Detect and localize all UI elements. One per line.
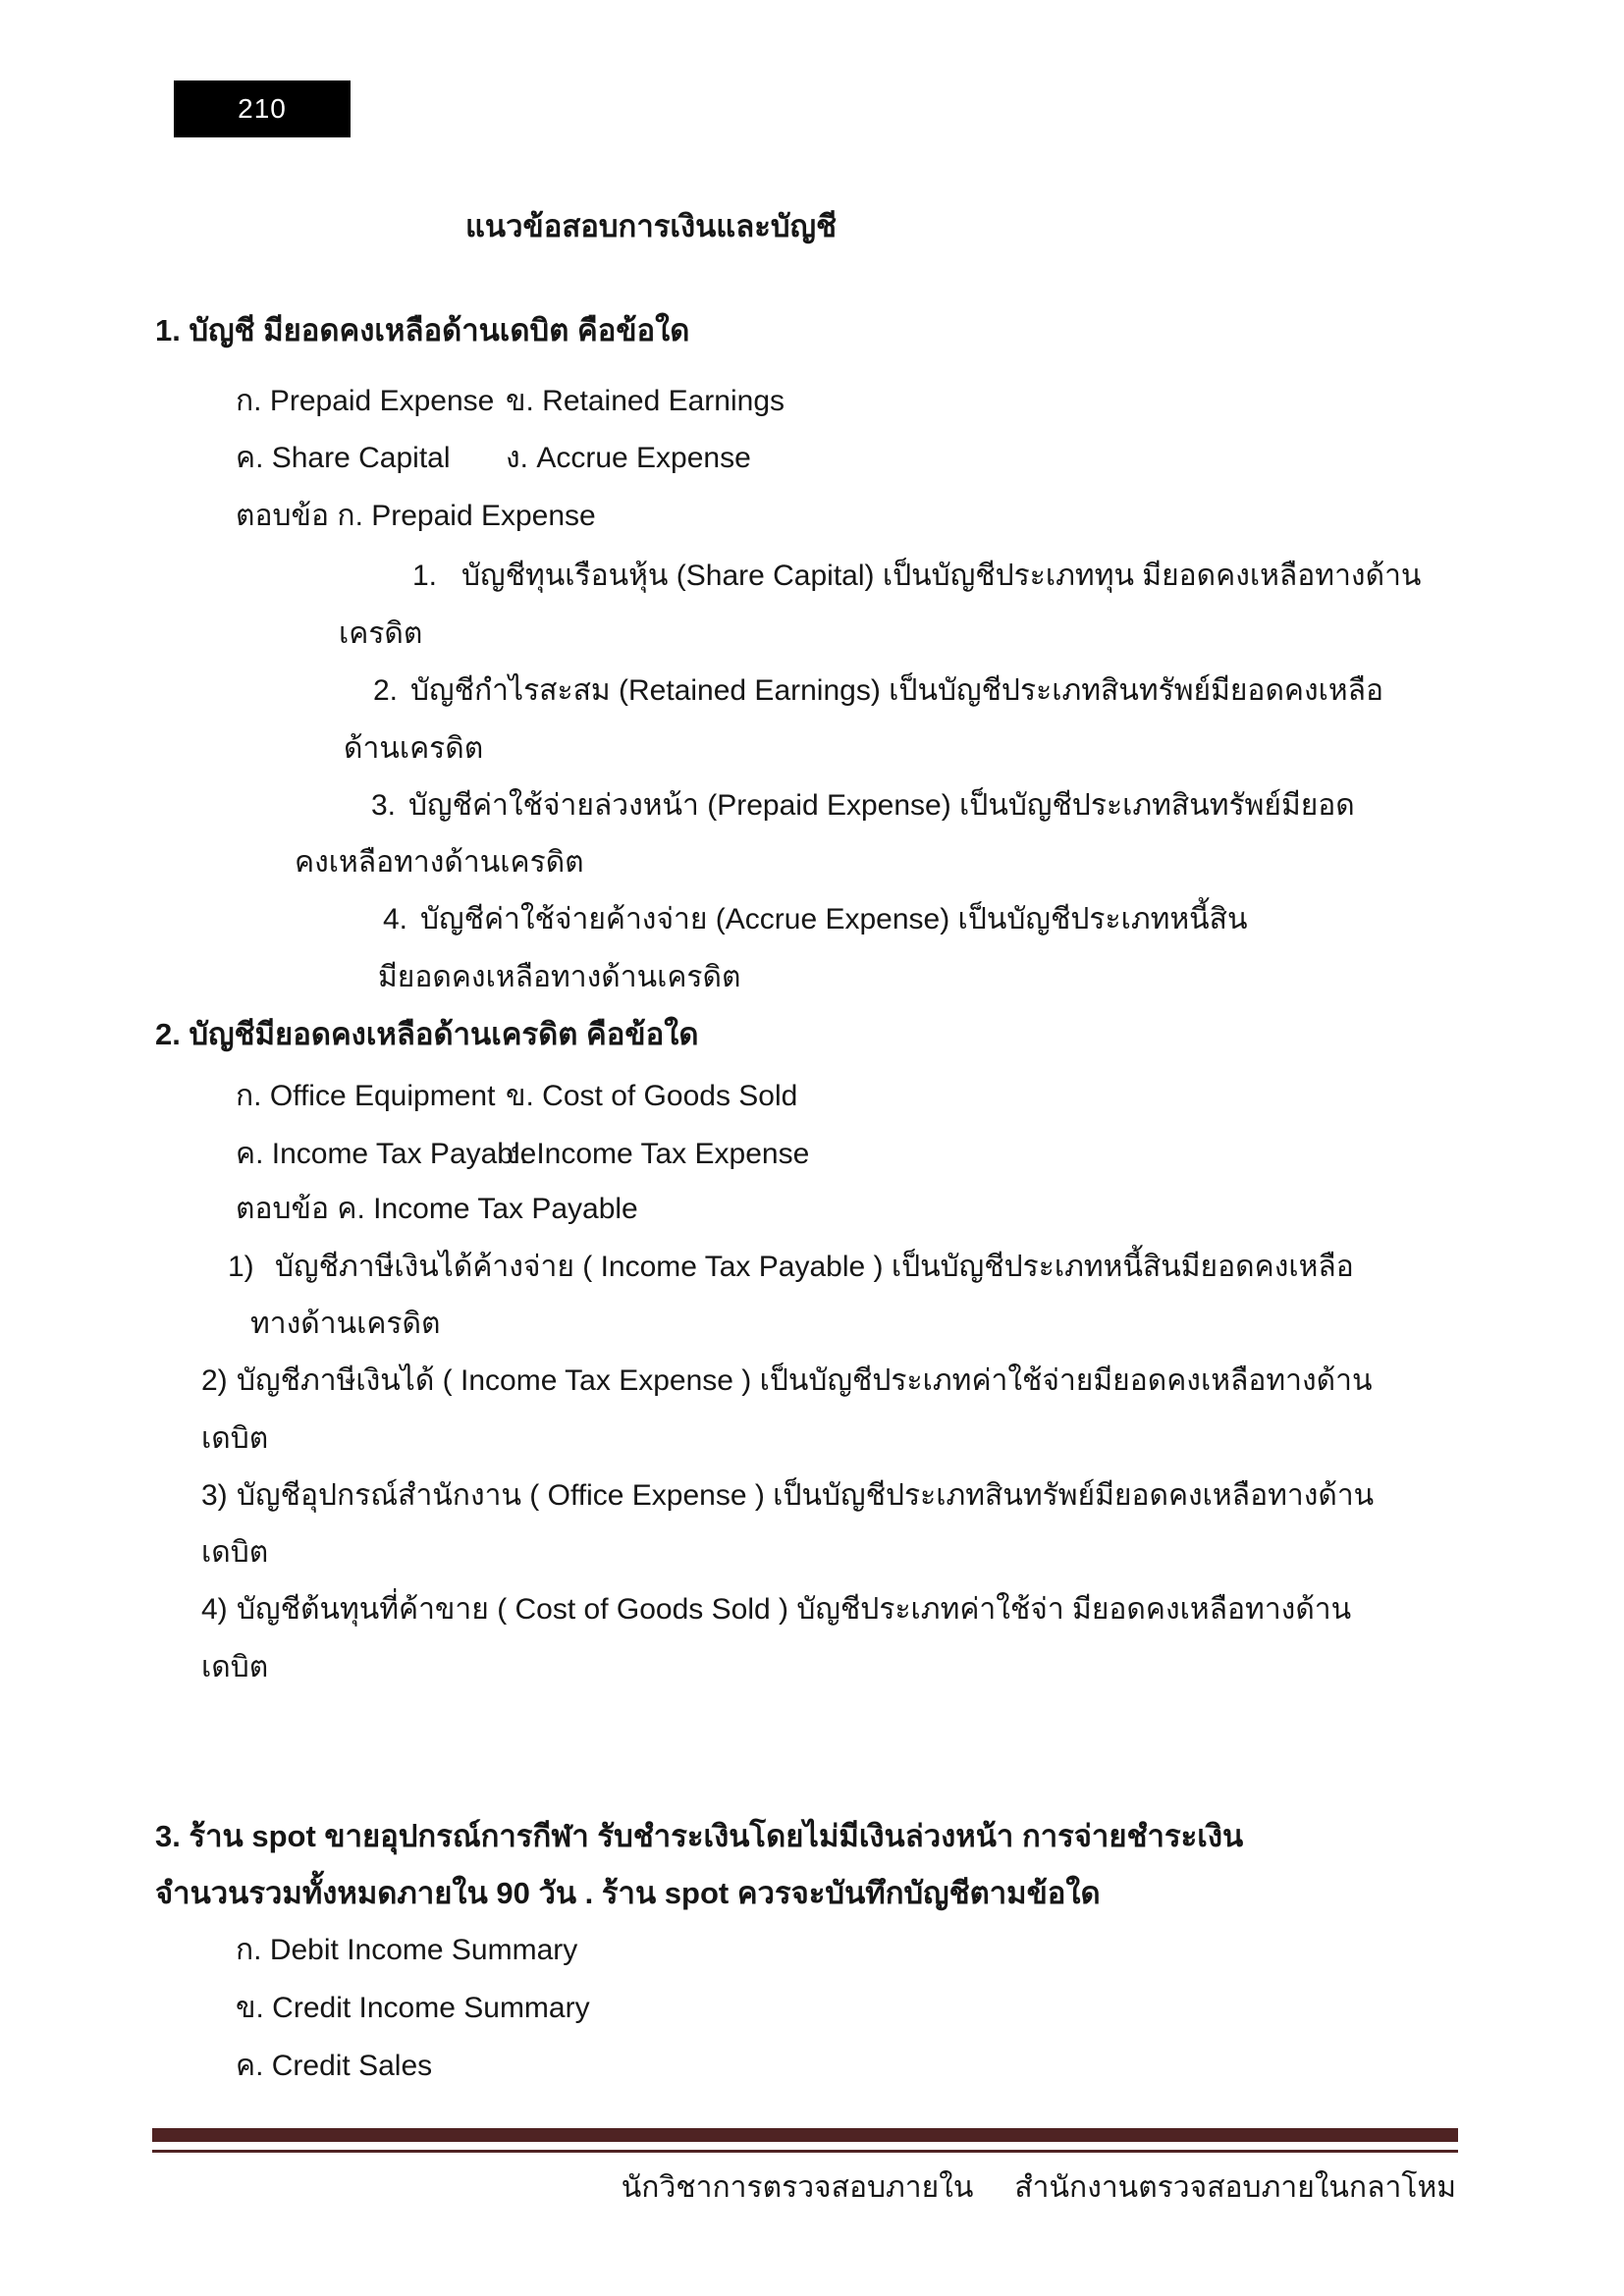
q2-exp3-marker: 3) xyxy=(201,1479,228,1512)
q2-explanation-3-cont: เดบิต xyxy=(201,1536,269,1569)
footer-text-left: นักวิชาการตรวจสอบภายใน xyxy=(621,2171,974,2204)
q2-choice-d: ง. Income Tax Expense xyxy=(506,1138,810,1170)
q3-choice-a: ก. Debit Income Summary xyxy=(236,1934,578,1966)
question-1-heading: 1. บัญชี มียอดคงเหลือด้านเดบิต คือข้อใด xyxy=(155,313,690,347)
q1-exp1-text: บัญชีทุนเรือนหุ้น (Share Capital) เป็นบัญชีประเภททุน มียอดคงเหลือทางด้าน xyxy=(461,560,1422,592)
q2-explanation-2 xyxy=(201,1362,1372,1400)
q1-exp2-marker: 2. xyxy=(373,674,399,707)
q2-exp4-marker: 4) xyxy=(201,1593,228,1626)
q1-choice-d: ง. Accrue Expense xyxy=(506,442,751,474)
q1-explanation-1 xyxy=(412,558,1421,595)
q1-explanation-3 xyxy=(371,787,1355,825)
footer-text xyxy=(152,2164,1456,2211)
q3-choice-b: ข. Credit Income Summary xyxy=(236,1992,590,2024)
page-number-badge xyxy=(174,80,351,137)
footer-text-right: สำนักงานตรวจสอบภายในกลาโหม xyxy=(1014,2171,1456,2204)
q2-exp2-marker: 2) xyxy=(201,1364,228,1397)
q2-choice-c: ค. Income Tax Payable xyxy=(236,1138,537,1170)
q1-explanation-2 xyxy=(373,672,1383,710)
q1-explanation-2-cont: ด้านเครดิต xyxy=(344,732,484,765)
q2-explanation-3 xyxy=(201,1477,1374,1515)
q2-explanation-4 xyxy=(201,1591,1351,1629)
q2-explanation-4-cont: เดบิต xyxy=(201,1651,269,1683)
footer-rule-thin xyxy=(152,2150,1458,2153)
q1-exp4-marker: 4. xyxy=(383,903,408,935)
q2-choice-b: ข. Cost of Goods Sold xyxy=(506,1080,798,1112)
q1-exp3-text: บัญชีค่าใช้จ่ายล่วงหน้า (Prepaid Expense) เป็นบัญชีประเภทสินทรัพย์มียอด xyxy=(408,789,1355,822)
document-title: แนวข้อสอบการเงินและบัญชี xyxy=(464,209,838,243)
question-3-heading-line1: 3. ร้าน spot ขายอุปกรณ์การกีฬา รับชำระเงินโดยไม่มีเงินล่วงหน้า การจ่ายชำระเงิน xyxy=(155,1819,1244,1853)
q1-explanation-4-cont: มียอดคงเหลือทางด้านเครดิต xyxy=(378,961,741,993)
q1-exp1-marker: 1. xyxy=(412,560,438,592)
q2-exp3-text: บัญชีอุปกรณ์สำนักงาน ( Office Expense ) เป็นบัญชีประเภทสินทรัพย์มียอดคงเหลือทางด้าน xyxy=(237,1479,1375,1512)
q1-choice-c: ค. Share Capital xyxy=(236,442,451,474)
q2-explanation-2-cont: เดบิต xyxy=(201,1422,269,1455)
q1-choice-b: ข. Retained Earnings xyxy=(506,385,785,417)
question-3-heading-line2: จำนวนรวมทั้งหมดภายใน 90 วัน . ร้าน spot ควรจะบันทึกบัญชีตามข้อใด xyxy=(155,1876,1101,1910)
q2-explanation-1 xyxy=(228,1249,1354,1286)
q2-exp1-marker: 1) xyxy=(228,1251,254,1283)
page-number: 210 xyxy=(238,93,287,124)
q2-explanation-1-cont: ทางด้านเครดิต xyxy=(250,1308,441,1340)
q1-exp3-marker: 3. xyxy=(371,789,397,822)
q2-exp4-text: บัญชีต้นทุนที่ค้าขาย ( Cost of Goods Sold ) บัญชีประเภทค่าใช้จ่า มียอดคงเหลือทางด้าน xyxy=(237,1593,1352,1626)
q1-choice-a: ก. Prepaid Expense xyxy=(236,385,495,417)
q2-exp2-text: บัญชีภาษีเงินได้ ( Income Tax Expense ) เป็นบัญชีประเภทค่าใช้จ่ายมียอดคงเหลือทางด้าน xyxy=(237,1364,1373,1397)
q1-exp2-text: บัญชีกำไรสะสม (Retained Earnings) เป็นบัญชีประเภทสินทรัพย์มียอดคงเหลือ xyxy=(410,674,1384,707)
q2-choice-a: ก. Office Equipment xyxy=(236,1080,496,1112)
question-2-heading: 2. บัญชีมียอดคงเหลือด้านเครดิต คือข้อใด xyxy=(155,1017,699,1051)
q1-explanation-1-cont: เครดิต xyxy=(339,617,423,650)
q2-answer: ตอบข้อ ค. Income Tax Payable xyxy=(236,1193,638,1225)
q1-answer: ตอบข้อ ก. Prepaid Expense xyxy=(236,500,596,532)
footer-rule-thick xyxy=(152,2128,1458,2142)
q1-explanation-3-cont: คงเหลือทางด้านเครดิต xyxy=(295,846,584,879)
q1-exp4-text: บัญชีค่าใช้จ่ายค้างจ่าย (Accrue Expense) เป็นบัญชีประเภทหนี้สิน xyxy=(420,903,1248,935)
q1-explanation-4 xyxy=(383,901,1248,938)
q2-exp1-text: บัญชีภาษีเงินได้ค้างจ่าย ( Income Tax Payable ) เป็นบัญชีประเภทหนี้สินมียอดคงเหลือ xyxy=(275,1251,1354,1283)
q3-choice-c: ค. Credit Sales xyxy=(236,2050,433,2082)
